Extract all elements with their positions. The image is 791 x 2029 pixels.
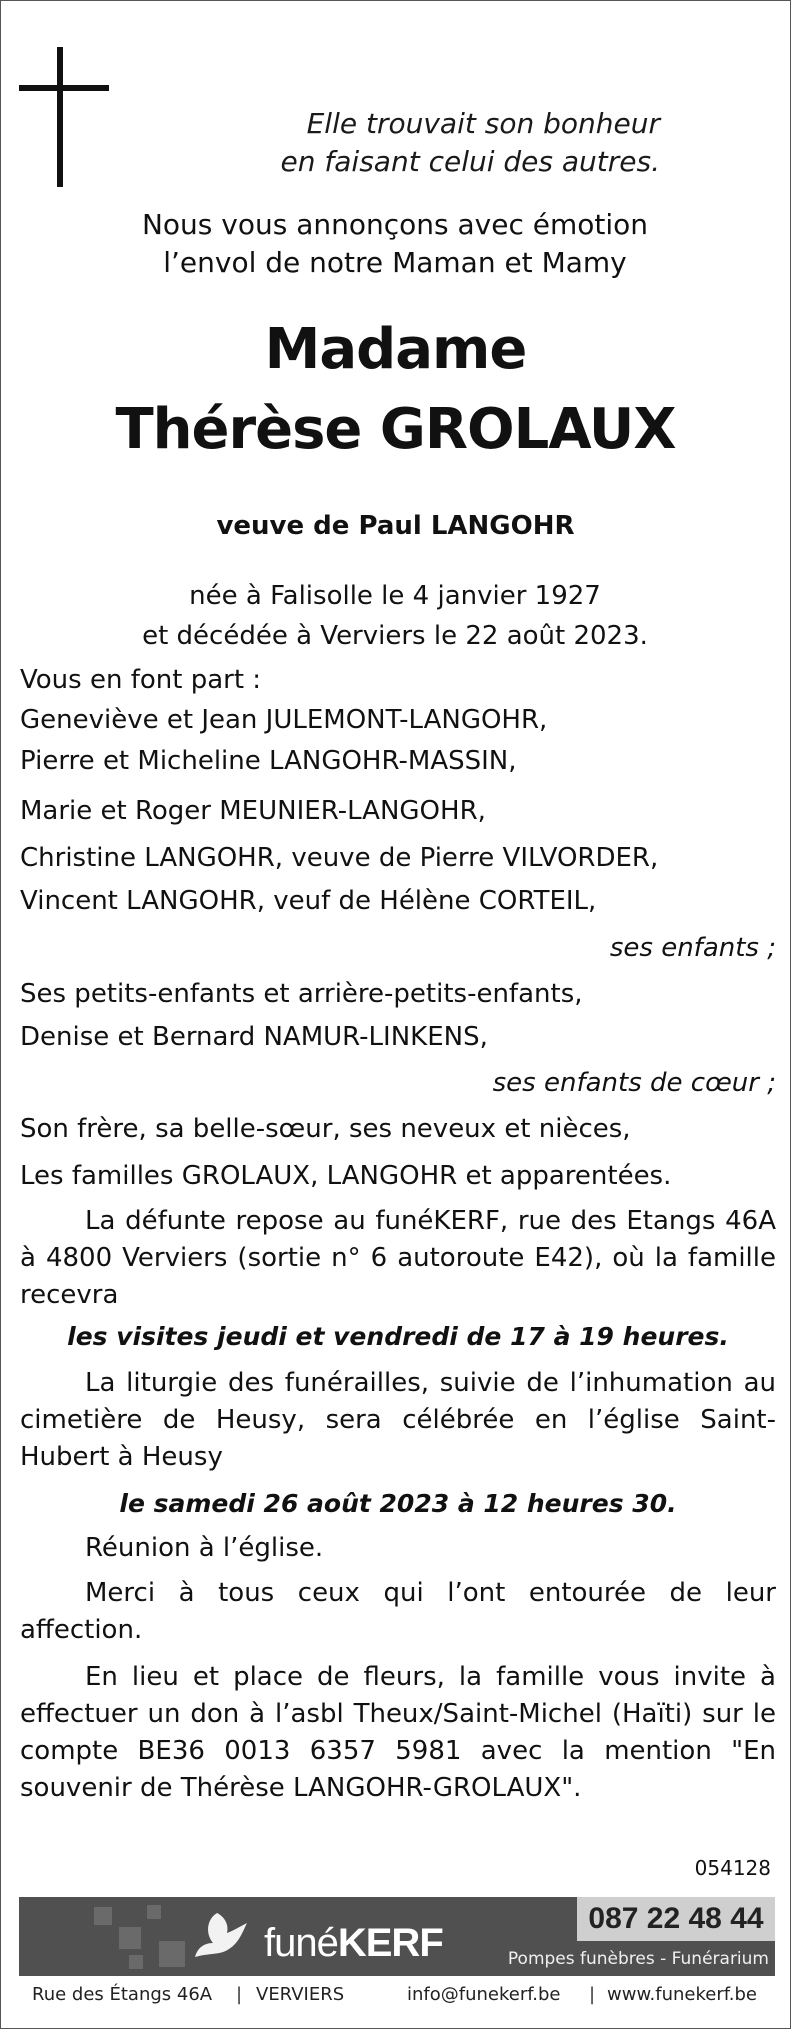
separator: | <box>236 1984 243 2005</box>
birth-line: née à Falisolle le 4 janvier 1927 <box>189 581 601 611</box>
quote-line: en faisant celui des autres. <box>280 145 660 178</box>
birth-death-dates <box>60 576 730 656</box>
heart-children-label: ses enfants de cœur ; <box>492 1068 776 1098</box>
family-child: Christine LANGOHR, veuve de Pierre VILVORDER, <box>20 843 659 873</box>
city: VERVIERS <box>256 1984 345 2005</box>
square-decor <box>147 1905 161 1919</box>
phone-number[interactable]: 087 22 48 44 <box>577 1897 775 1941</box>
brand-light: funé <box>264 1921 338 1965</box>
epitaph-quote <box>150 105 660 181</box>
street-address: Rue des Étangs 46A <box>32 1984 213 2005</box>
widow-of: veuve de Paul LANGOHR <box>216 511 575 541</box>
brand-bold: KERF <box>337 1921 443 1965</box>
thanks-paragraph: Merci à tous ceux qui l’ont entourée de leur affection. <box>20 1578 776 1645</box>
brand-logo <box>264 1921 443 1965</box>
rest-paragraph: La défunte repose au funéKERF, rue des Etangs 46A à 4800 Verviers (sortie n° 6 autoroute E42), où la famille recevra <box>20 1206 776 1310</box>
square-decor <box>119 1927 141 1949</box>
family-child: Vincent LANGOHR, veuf de Hélène CORTEIL, <box>20 886 597 916</box>
square-decor <box>129 1955 143 1969</box>
square-decor <box>94 1907 112 1925</box>
family-child: Marie et Roger MEUNIER-LANGOHR, <box>20 796 486 826</box>
deceased-name-block <box>0 310 791 470</box>
death-line: et décédée à Verviers le 22 août 2023. <box>142 621 648 651</box>
ceremony-line: le samedi 26 août 2023 à 12 heures 30. <box>119 1489 677 1518</box>
heart-children-line: Denise et Bernard NAMUR-LINKENS, <box>20 1022 488 1052</box>
dove-logo-icon <box>189 1909 249 1961</box>
services-label: Pompes funèbres - Funérarium <box>507 1949 769 1969</box>
announcement-line: Nous vous annonçons avec émotion <box>141 208 649 241</box>
cross-icon-bar <box>19 85 109 91</box>
contact-row <box>24 1980 780 2010</box>
liturgy-paragraph: La liturgie des funérailles, suivie de l’inhumation au cimetière de Heusy, sera célébrée en l’église Saint-Hubert à Heusy <box>20 1368 776 1472</box>
donation-paragraph: En lieu et place de fleurs, la famille vous invite à effectuer un don à l’asbl Theux/Saint-Michel (Haïti) sur le compte BE36 0013 6357 5981 avec la mention "En souvenir de Thérèse LANGOHR-GROLAUX". <box>20 1662 776 1803</box>
announcement-line: l’envol de notre Maman et Mamy <box>163 246 627 279</box>
family-child: Pierre et Micheline LANGOHR-MASSIN, <box>20 746 517 776</box>
visits-line: les visites jeudi et vendredi de 17 à 19 heures. <box>67 1322 729 1351</box>
reference-number: 054128 <box>694 1856 771 1880</box>
cross-icon <box>57 47 63 187</box>
deceased-name: Thérèse GROLAUX <box>115 397 676 462</box>
deceased-title: Madame <box>264 317 527 382</box>
family-child: Geneviève et Jean JULEMONT-LANGOHR, <box>20 705 548 735</box>
family-intro: Vous en font part : <box>20 665 262 695</box>
siblings-line: Son frère, sa belle-sœur, ses neveux et nièces, <box>20 1114 631 1144</box>
grandchildren-line: Ses petits-enfants et arrière-petits-enfants, <box>20 979 583 1009</box>
announcement <box>60 206 730 282</box>
quote-line: Elle trouvait son bonheur <box>306 107 660 140</box>
children-label: ses enfants ; <box>609 933 776 963</box>
families-line: Les familles GROLAUX, LANGOHR et apparentées. <box>20 1161 672 1191</box>
meeting-line: Réunion à l’église. <box>85 1533 324 1563</box>
square-decor <box>159 1941 185 1967</box>
website-link[interactable]: www.funekerf.be <box>607 1984 757 2005</box>
email-link[interactable]: info@funekerf.be <box>407 1984 561 2005</box>
separator: | <box>589 1984 596 2005</box>
funeral-home-banner <box>19 1897 775 1976</box>
